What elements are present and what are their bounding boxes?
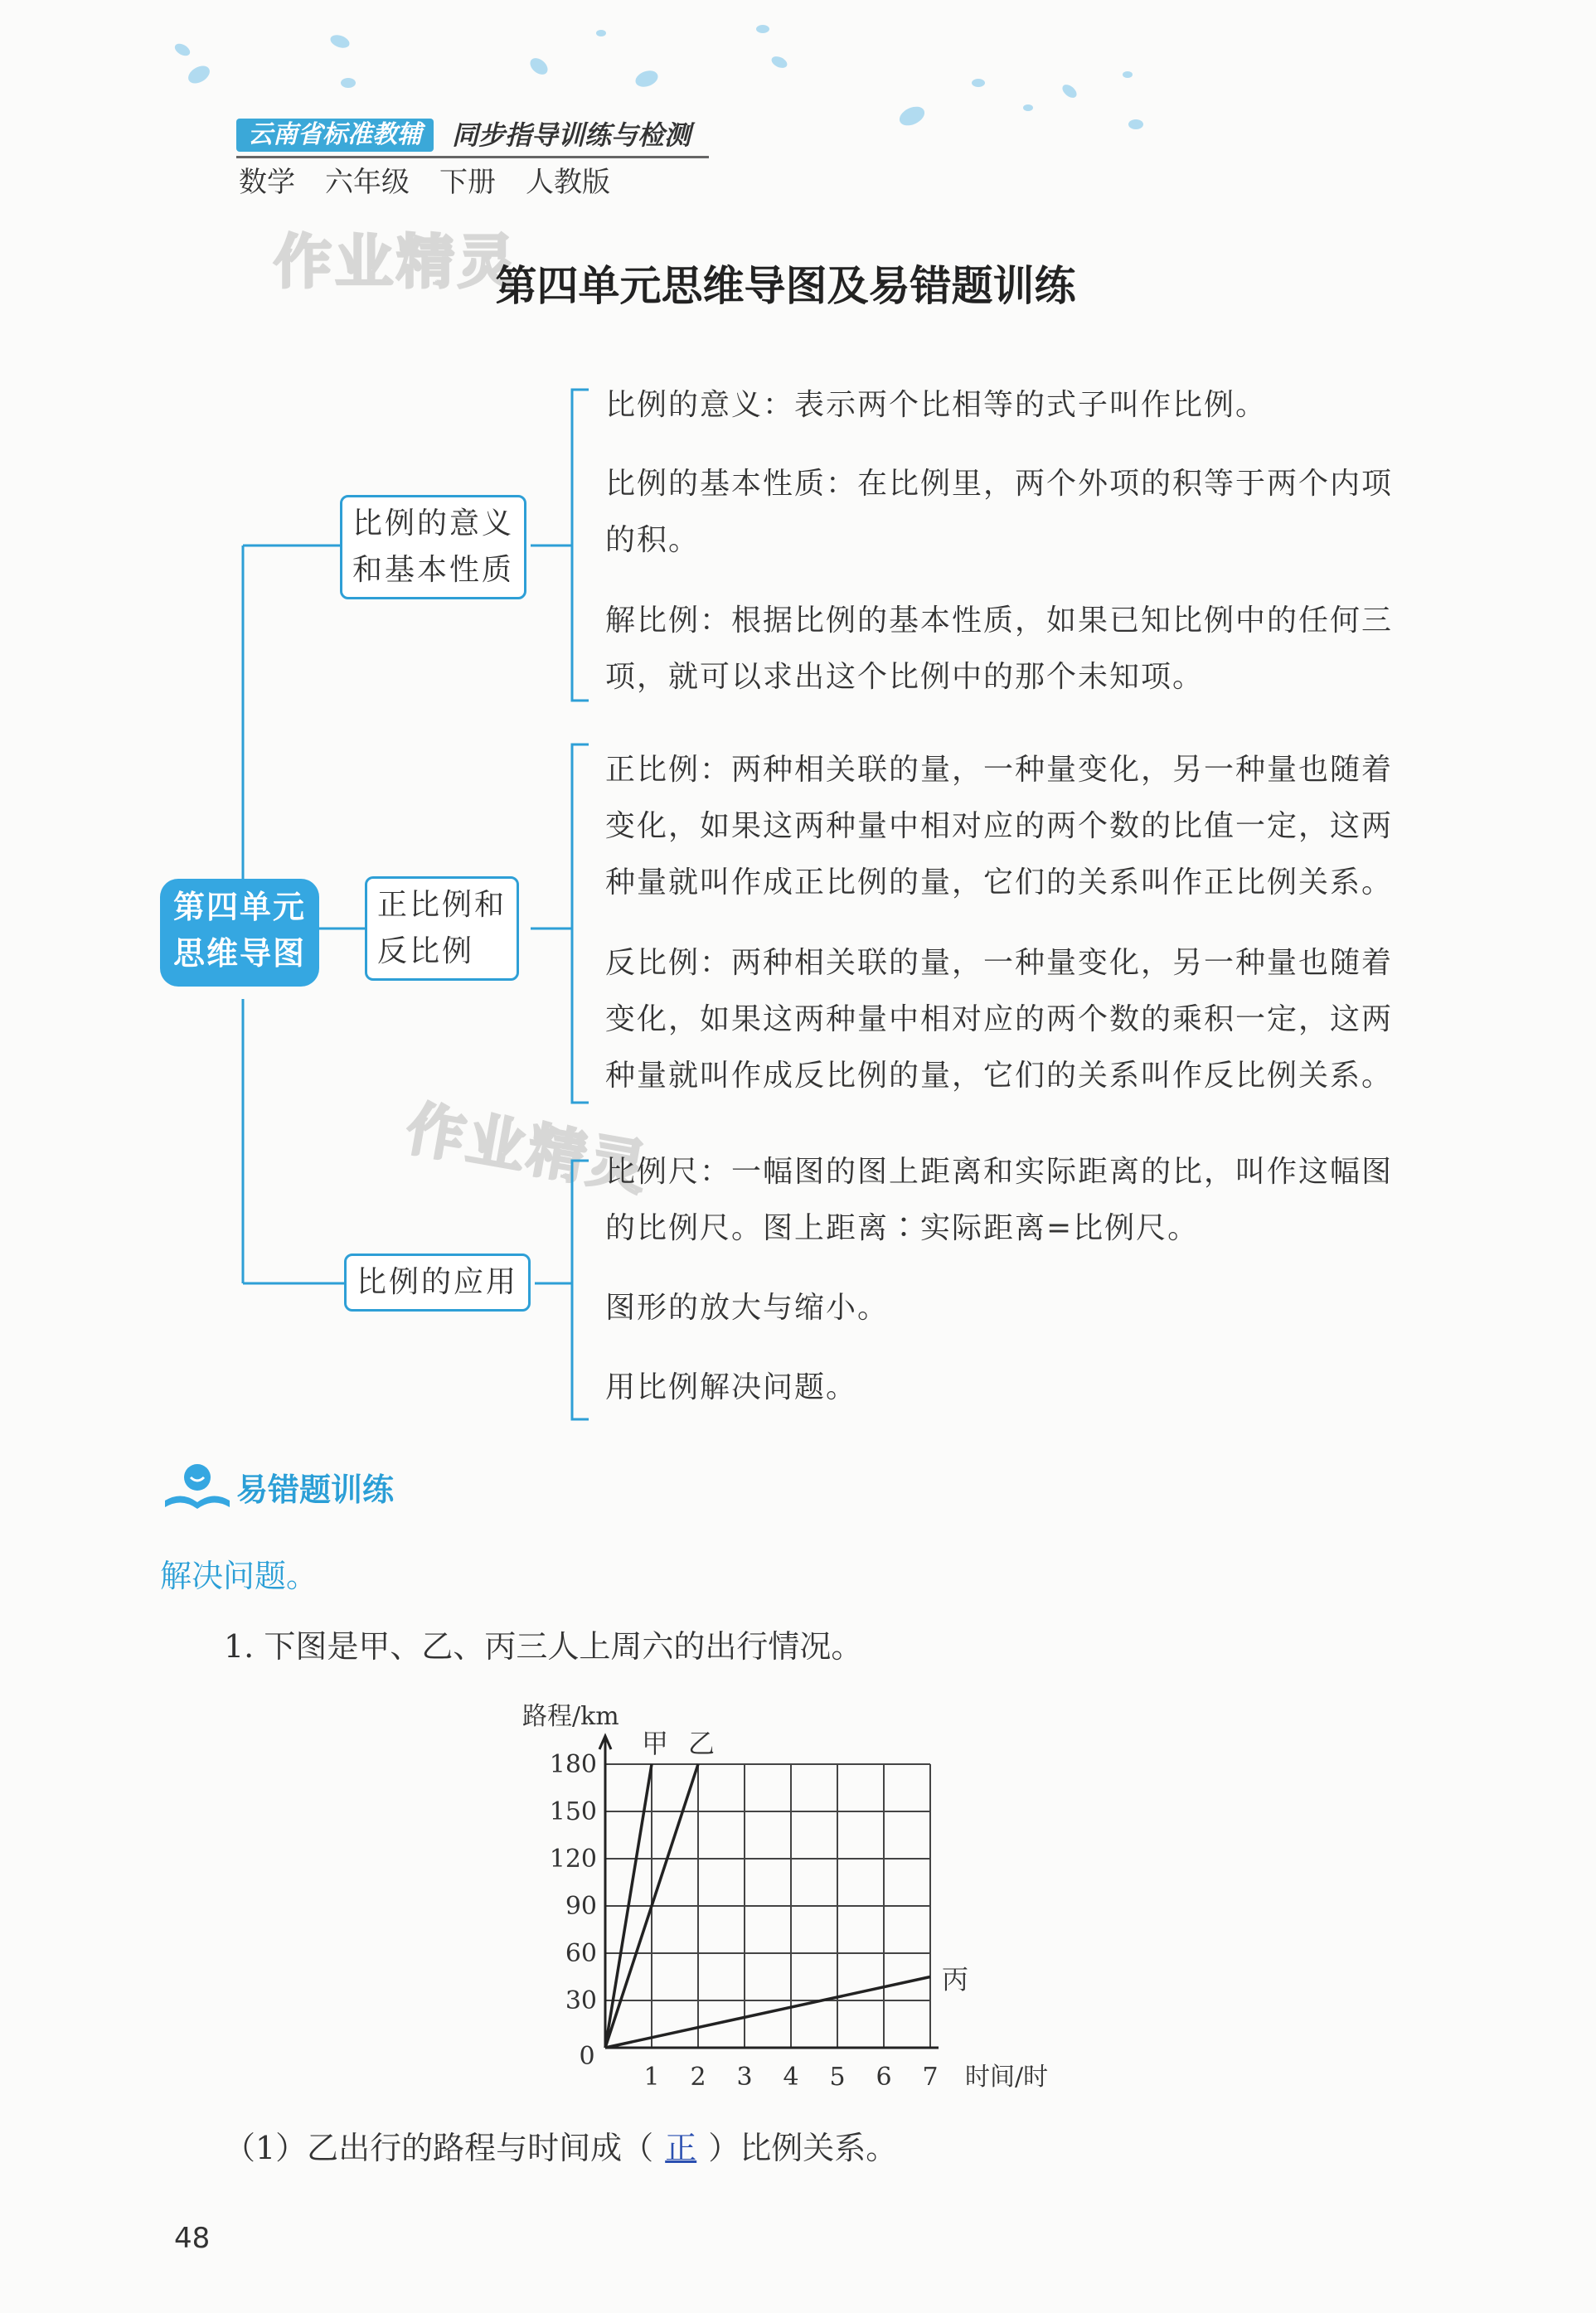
b2-item-inverse bbox=[605, 935, 1393, 1104]
chart-grid bbox=[605, 1764, 930, 2048]
x-tick-6: 6 bbox=[876, 2063, 892, 2092]
grade: 六年级 bbox=[325, 166, 410, 199]
watermark-top: 作业精灵 bbox=[274, 228, 519, 296]
branch3-line: 比例的应用 bbox=[357, 1265, 519, 1299]
series-line-3 bbox=[605, 1977, 930, 2049]
subject: 数学 bbox=[239, 166, 295, 199]
b3-item2-line1: 图形的放大与缩小。 bbox=[605, 1291, 890, 1325]
reading-book-icon bbox=[162, 1459, 233, 1517]
b1-item-meaning bbox=[605, 377, 1267, 434]
x-tick-2: 2 bbox=[690, 2063, 706, 2092]
branch2-line-2: 反比例 bbox=[377, 934, 475, 968]
origin-label: 0 bbox=[579, 2042, 595, 2071]
q1-1-after: ）比例关系。 bbox=[708, 2130, 898, 2166]
b1-item-property bbox=[605, 456, 1393, 569]
y-tick-90: 90 bbox=[565, 1892, 597, 1921]
b3-item-scale bbox=[605, 1144, 1393, 1257]
root-line-1: 第四单元 bbox=[172, 888, 306, 925]
y-tick-150: 150 bbox=[549, 1797, 597, 1826]
branch2-line-1: 正比例和 bbox=[377, 888, 507, 922]
b1-item3-line1: 解比例：根据比例的基本性质，如果已知比例中的任何三 bbox=[605, 604, 1394, 638]
mindmap-root bbox=[160, 879, 319, 987]
x-tick-5: 5 bbox=[829, 2063, 846, 2092]
b1-item2-line2: 的积。 bbox=[605, 523, 701, 557]
brand-tagline: 同步指导训练与检测 bbox=[452, 119, 691, 151]
brand-name: 标准教辅 bbox=[323, 120, 422, 149]
branch1-line-2: 和基本性质 bbox=[352, 553, 515, 587]
b3-item-scaling bbox=[605, 1280, 889, 1336]
watermark-mid: 作业精灵 bbox=[401, 1093, 655, 1204]
b1-item-solve bbox=[605, 593, 1393, 706]
b1-item1-line1: 比例的意义：表示两个比相等的式子叫作比例。 bbox=[605, 388, 1268, 422]
root-line-2: 思维导图 bbox=[172, 934, 306, 972]
b2-item1-line3: 种量就叫作成正比例的量，它们的关系叫作正比例关系。 bbox=[605, 866, 1394, 900]
b2-item1-line2: 变化，如果这两种量中相对应的两个数的比值一定，这两 bbox=[605, 809, 1394, 843]
y-tick-120: 120 bbox=[549, 1845, 597, 1874]
section-header bbox=[162, 1459, 510, 1517]
branch-direct-inverse bbox=[365, 876, 519, 981]
b3-item1-line1: 比例尺：一幅图的图上距离和实际距离的比，叫作这幅图 bbox=[605, 1155, 1394, 1189]
b2-item2-line3: 种量就叫作成反比例的量，它们的关系叫作反比例关系。 bbox=[605, 1059, 1394, 1093]
x-tick-1: 1 bbox=[643, 2063, 660, 2092]
q1-1-before: （1）乙出行的路程与时间成（ bbox=[224, 2130, 654, 2166]
q1-1-answer: 正 bbox=[665, 2130, 697, 2166]
volume: 下册 bbox=[439, 166, 496, 199]
branch-proportion-application bbox=[344, 1253, 531, 1312]
b2-item2-line1: 反比例：两种相关联的量，一种量变化，另一种量也随着 bbox=[605, 946, 1394, 980]
page-number: 48 bbox=[174, 2222, 211, 2255]
b2-item2-line2: 变化，如果这两种量中相对应的两个数的乘积一定，这两 bbox=[605, 1002, 1394, 1036]
series-label-3: 丙 bbox=[942, 1963, 969, 1995]
x-tick-4: 4 bbox=[783, 2063, 799, 2092]
x-axis-label: 时间/时 bbox=[965, 2063, 1049, 2092]
x-tick-3: 3 bbox=[736, 2063, 753, 2092]
y-axis-label: 路程/km bbox=[522, 1702, 619, 1731]
question-1: 1. 下图是甲、乙、丙三人上周六的出行情况。 bbox=[224, 1628, 863, 1665]
b3-item1-line2: 的比例尺。图上距离∶实际距离=比例尺。 bbox=[605, 1211, 1200, 1245]
b1-item3-line2: 项，就可以求出这个比例中的那个未知项。 bbox=[605, 660, 1205, 694]
b3-item-solve bbox=[605, 1360, 857, 1416]
x-tick-7: 7 bbox=[922, 2063, 939, 2092]
brand-main: 云南省 bbox=[248, 120, 323, 149]
y-tick-60: 60 bbox=[565, 1939, 597, 1968]
section-title: 易错题训练 bbox=[236, 1472, 395, 1508]
series-label-2: 乙 bbox=[688, 1728, 716, 1759]
b3-item3-line1: 用比例解决问题。 bbox=[605, 1370, 858, 1404]
branch1-line-1: 比例的意义 bbox=[352, 507, 515, 541]
b1-item2-line1: 比例的基本性质：在比例里，两个外项的积等于两个内项 bbox=[605, 467, 1394, 501]
branch-proportion-meaning bbox=[340, 495, 526, 599]
y-tick-180: 180 bbox=[549, 1750, 597, 1779]
travel-chart bbox=[497, 1683, 1094, 2114]
page-title-text: 第四单元思维导图及易错题训练 bbox=[495, 261, 1076, 310]
y-tick-30: 30 bbox=[565, 1986, 597, 2015]
chart-labels bbox=[522, 1702, 1048, 2092]
section-intro: 解决问题。 bbox=[160, 1558, 318, 1594]
question-1-1 bbox=[224, 2122, 897, 2168]
series-label-1: 甲 bbox=[642, 1728, 669, 1759]
edition: 人教版 bbox=[526, 166, 610, 199]
b2-item-direct bbox=[605, 742, 1393, 911]
b2-item1-line1: 正比例：两种相关联的量，一种量变化，另一种量也随着 bbox=[605, 753, 1394, 787]
